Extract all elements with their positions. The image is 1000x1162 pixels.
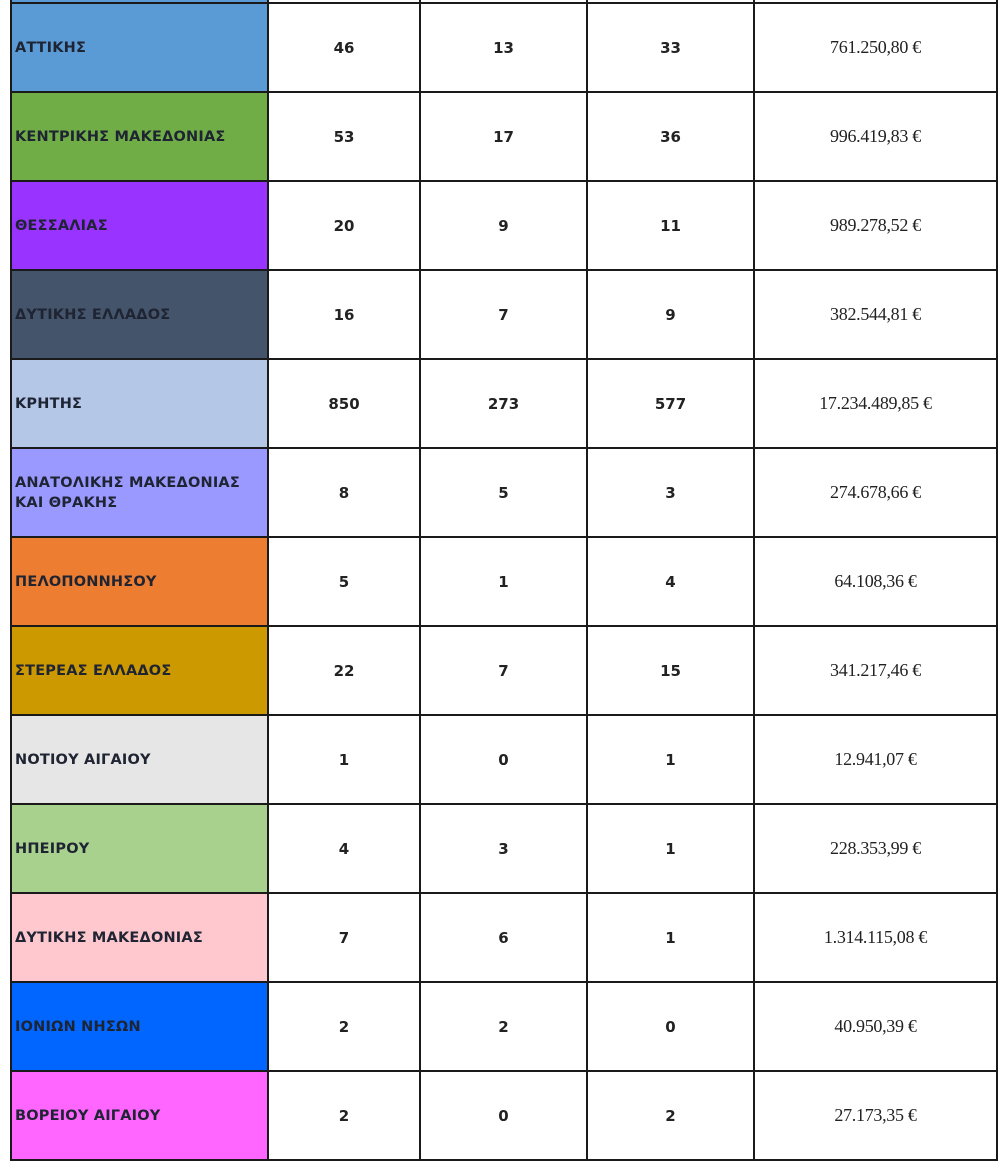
count-col2-cell: 6	[420, 893, 587, 982]
count-col1-cell: 16	[268, 270, 420, 359]
table-row	[11, 715, 997, 804]
amount-cell: 27.173,35 €	[754, 1071, 997, 1160]
amount-cell: 274.678,66 €	[754, 448, 997, 537]
table-row	[11, 359, 997, 448]
count-col2-cell: 1	[420, 537, 587, 626]
count-col1-cell: 2	[268, 982, 420, 1071]
count-col3-cell: 9	[587, 270, 754, 359]
count-col1-cell: 850	[268, 359, 420, 448]
count-col2-cell: 5	[420, 448, 587, 537]
count-col3-cell: 36	[587, 92, 754, 181]
amount-cell: 17.234.489,85 €	[754, 359, 997, 448]
region-name-cell: ΚΡΗΤΗΣ	[11, 359, 268, 448]
count-col2-cell: 273	[420, 359, 587, 448]
region-name-cell: ΒΟΡΕΙΟΥ ΑΙΓΑΙΟΥ	[11, 1071, 268, 1160]
table-row	[11, 448, 997, 537]
count-col3-cell: 0	[587, 982, 754, 1071]
table-row	[11, 893, 997, 982]
count-col3-cell: 11	[587, 181, 754, 270]
count-col2-cell: 7	[420, 270, 587, 359]
count-col2-cell: 9	[420, 181, 587, 270]
region-name-cell: ΔΥΤΙΚΗΣ ΜΑΚΕΔΟΝΙΑΣ	[11, 893, 268, 982]
count-col3-cell: 577	[587, 359, 754, 448]
region-name-cell: ΗΠΕΙΡΟΥ	[11, 804, 268, 893]
count-col1-cell: 8	[268, 448, 420, 537]
table-row	[11, 181, 997, 270]
table-row	[11, 804, 997, 893]
amount-cell: 761.250,80 €	[754, 3, 997, 92]
table-row	[11, 92, 997, 181]
count-col3-cell: 15	[587, 626, 754, 715]
count-col3-cell: 2	[587, 1071, 754, 1160]
table-row	[11, 1071, 997, 1160]
region-name-cell: ΠΕΛΟΠΟΝΝΗΣΟΥ	[11, 537, 268, 626]
amount-cell: 12.941,07 €	[754, 715, 997, 804]
count-col2-cell: 2	[420, 982, 587, 1071]
count-col1-cell: 22	[268, 626, 420, 715]
count-col1-cell: 46	[268, 3, 420, 92]
amount-cell: 341.217,46 €	[754, 626, 997, 715]
count-col1-cell: 7	[268, 893, 420, 982]
table-row	[11, 626, 997, 715]
count-col3-cell: 1	[587, 804, 754, 893]
table-body	[11, 0, 997, 1160]
count-col3-cell: 33	[587, 3, 754, 92]
region-name-cell: ΚΕΝΤΡΙΚΗΣ ΜΑΚΕΔΟΝΙΑΣ	[11, 92, 268, 181]
count-col1-cell: 20	[268, 181, 420, 270]
amount-cell: 996.419,83 €	[754, 92, 997, 181]
count-col1-cell: 4	[268, 804, 420, 893]
table-row	[11, 982, 997, 1071]
count-col3-cell: 3	[587, 448, 754, 537]
amount-cell: 228.353,99 €	[754, 804, 997, 893]
count-col2-cell: 13	[420, 3, 587, 92]
amount-cell: 1.314.115,08 €	[754, 893, 997, 982]
table-row	[11, 3, 997, 92]
regions-table	[10, 0, 998, 1161]
count-col3-cell: 1	[587, 715, 754, 804]
count-col2-cell: 17	[420, 92, 587, 181]
region-name-cell: ΙΟΝΙΩΝ ΝΗΣΩΝ	[11, 982, 268, 1071]
count-col2-cell: 3	[420, 804, 587, 893]
count-col1-cell: 5	[268, 537, 420, 626]
region-name-cell: ΝΟΤΙΟΥ ΑΙΓΑΙΟΥ	[11, 715, 268, 804]
region-name-cell: ΣΤΕΡΕΑΣ ΕΛΛΑΔΟΣ	[11, 626, 268, 715]
count-col2-cell: 0	[420, 715, 587, 804]
amount-cell: 64.108,36 €	[754, 537, 997, 626]
count-col3-cell: 1	[587, 893, 754, 982]
region-name-cell: ΘΕΣΣΑΛΙΑΣ	[11, 181, 268, 270]
table-row	[11, 270, 997, 359]
amount-cell: 40.950,39 €	[754, 982, 997, 1071]
count-col2-cell: 7	[420, 626, 587, 715]
amount-cell: 382.544,81 €	[754, 270, 997, 359]
region-name-cell: ΑΤΤΙΚΗΣ	[11, 3, 268, 92]
count-col1-cell: 53	[268, 92, 420, 181]
region-name-cell: ΑΝΑΤΟΛΙΚΗΣ ΜΑΚΕΔΟΝΙΑΣ ΚΑΙ ΘΡΑΚΗΣ	[11, 448, 268, 537]
count-col1-cell: 1	[268, 715, 420, 804]
amount-cell: 989.278,52 €	[754, 181, 997, 270]
count-col1-cell: 2	[268, 1071, 420, 1160]
count-col2-cell: 0	[420, 1071, 587, 1160]
table-row	[11, 537, 997, 626]
count-col3-cell: 4	[587, 537, 754, 626]
region-name-cell: ΔΥΤΙΚΗΣ ΕΛΛΑΔΟΣ	[11, 270, 268, 359]
